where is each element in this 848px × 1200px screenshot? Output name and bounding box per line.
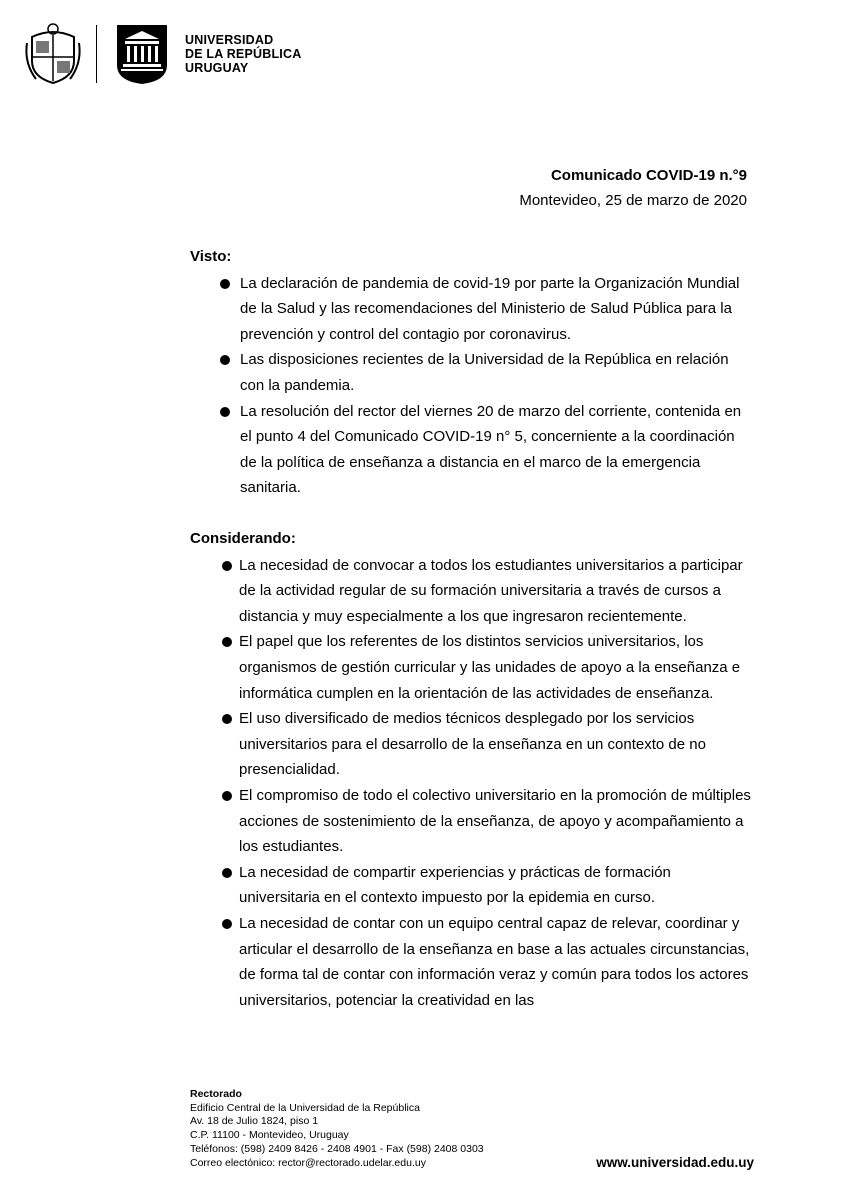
footer-website: www.universidad.edu.uy xyxy=(596,1155,754,1170)
considerando-list xyxy=(190,553,755,1014)
university-name xyxy=(185,33,301,75)
list-item-text: La resolución del rector del viernes 20 de marzo del corriente, contenida en el punto 4 del Comunicado COVID-19 n° 5, concerniente a la coordinación de la política de enseñanza a distancia en el marco de la emergencia sanitaria. xyxy=(240,402,742,497)
list-item-text: La necesidad de contar con un equipo central capaz de relevar, coordinar y articular el desarrollo de la enseñanza en base a las actuales circunstancias, de forma tal de contar con información veraz y común para todos los actores universitarios, potenciar la creatividad en las xyxy=(239,914,750,1009)
bullet-icon xyxy=(220,407,230,417)
list-item xyxy=(190,553,755,630)
list-item-text: La necesidad de compartir experiencias y prácticas de formación universitaria en el contexto impuesto por la epidemia en curso. xyxy=(239,863,671,907)
university-name-line: UNIVERSIDAD xyxy=(185,33,274,47)
list-item-text: El compromiso de todo el colectivo universitario en la promoción de múltiples acciones de sostenimiento de la enseñanza, de apoyo y acompañamiento a los estudiantes. xyxy=(239,786,751,856)
university-name-line: URUGUAY xyxy=(185,61,249,75)
list-item xyxy=(190,347,755,398)
udelar-building-logo-icon xyxy=(115,23,169,85)
list-item-text: El papel que los referentes de los distintos servicios universitarios, los organismos de gestión curricular y las unidades de apoyo a la enseñanza e informática cumplen en la orientación de las actividades de enseñanza. xyxy=(239,633,741,702)
bullet-icon xyxy=(222,791,232,801)
list-item xyxy=(190,860,755,911)
footer-line: Av. 18 de Julio 1824, piso 1 xyxy=(190,1115,319,1128)
list-item xyxy=(190,783,755,860)
header-divider xyxy=(96,25,97,83)
visto-section xyxy=(190,244,755,501)
university-name-line: DE LA REPÚBLICA xyxy=(185,47,302,61)
list-item-text: La declaración de pandemia de covid-19 por parte la Organización Mundial de la Salud y las recomendaciones del Ministerio de Salud Pública para la prevención y control del contagio por coronavirus. xyxy=(240,274,740,343)
list-item-text: La necesidad de convocar a todos los estudiantes universitarios a participar de la actividad regular de su formación universitaria a través de cursos a distancia y muy especialmente a los que ingresaron recientemente. xyxy=(239,556,743,625)
footer-line: C.P. 11100 - Montevideo, Uruguay xyxy=(190,1129,349,1142)
footer-address xyxy=(190,1088,484,1170)
bullet-icon xyxy=(222,868,232,878)
bullet-icon xyxy=(222,637,232,647)
bullet-icon xyxy=(222,561,232,571)
document-title: Comunicado COVID-19 n.°9 xyxy=(550,167,747,184)
visto-heading: Visto: xyxy=(190,248,232,265)
letterhead xyxy=(24,22,301,86)
list-item xyxy=(190,271,755,348)
bullet-icon xyxy=(220,355,230,365)
document-date: Montevideo, 25 de marzo de 2020 xyxy=(519,192,747,209)
footer-line: Edificio Central de la Universidad de la República xyxy=(190,1101,420,1114)
footer-line: Correo electónico: rector@rectorado.udelar.edu.uy xyxy=(190,1156,426,1169)
considerando-heading: Considerando: xyxy=(190,530,296,547)
list-item xyxy=(190,911,755,1013)
list-item xyxy=(190,629,755,706)
footer-line: Teléfonos: (598) 2409 8426 - 2408 4901 - Fax (598) 2408 0303 xyxy=(190,1142,484,1155)
list-item xyxy=(190,706,755,783)
list-item-text: Las disposiciones recientes de la Universidad de la República en relación con la pandemia. xyxy=(240,351,729,394)
considerando-section xyxy=(190,526,755,1013)
uruguay-coat-of-arms-icon xyxy=(24,23,82,85)
bullet-icon xyxy=(222,919,232,929)
footer-title: Rectorado xyxy=(190,1088,242,1100)
bullet-icon xyxy=(220,279,230,289)
visto-list xyxy=(190,271,755,501)
list-item-text: El uso diversificado de medios técnicos desplegado por los servicios universitarios para el desarrollo de la enseñanza en un contexto de no presencialidad. xyxy=(239,710,706,779)
bullet-icon xyxy=(222,714,232,724)
list-item xyxy=(190,399,755,501)
